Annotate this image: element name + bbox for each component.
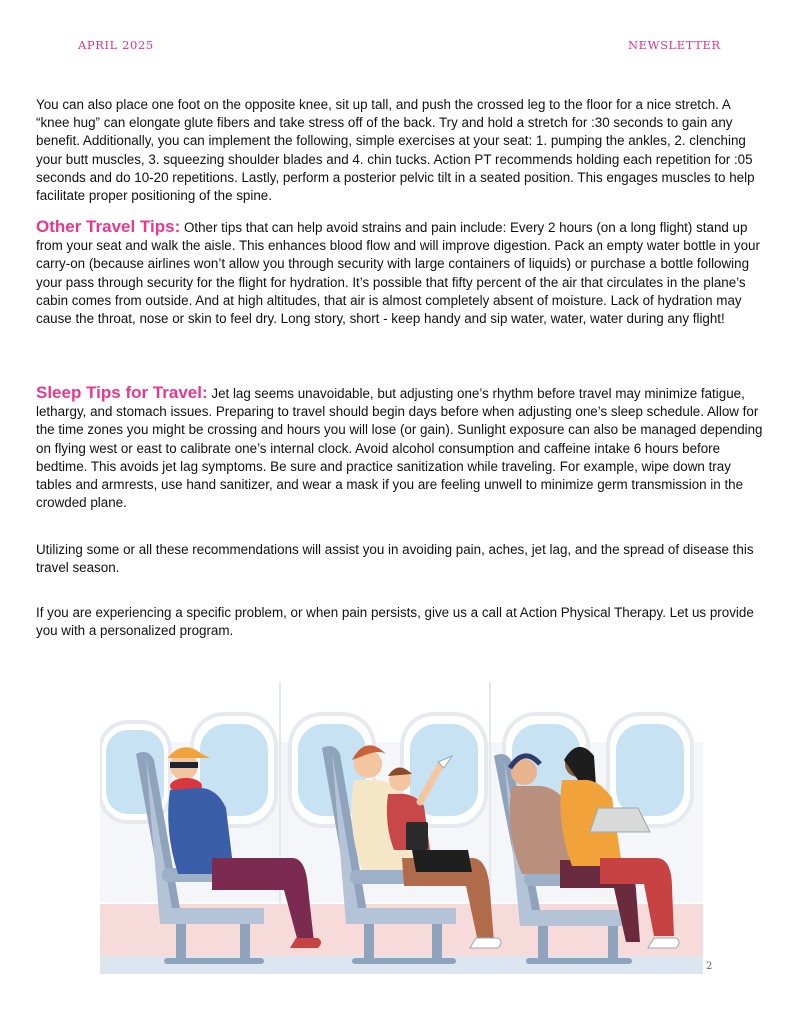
paragraph-summary: Utilizing some or all these recommendations will assist you in avoiding pain, aches, jet lag, and the spread of disease this travel season. <box>36 542 754 576</box>
page-number: 2 <box>706 961 713 972</box>
header-newsletter: NEWSLETTER <box>628 38 721 52</box>
paragraph-other-travel-tips <box>36 218 764 328</box>
header-date: APRIL 2025 <box>78 38 154 52</box>
paragraph-call-to-action: If you are experiencing a specific problem, or when pain persists, give us a call at Action Physical Therapy. Let us provide you with a personalized program. <box>36 605 754 639</box>
text-sleep-tips: Jet lag seems unavoidable, but adjusting one’s rhythm before travel may minimize fatigue, lethargy, and stomach issues. Preparing to travel should begin days before when adjusting one’s sleep schedule. Allow for the time zones you might be crossing and hours you will lose (or gain). Sunlight exposure can also be managed depending on flying west or east to calibrate one’s internal clock. Avoid alcohol consumption and caffeine intake 6 hours before bedtime. This avoids jet lag symptoms. Be sure and practice sanitization while traveling. For example, wipe down tray tables and armrests, use hand sanitizer, and wear a mask if you are feeling unwell to minimize germ transmission in the crowded plane. <box>36 386 763 511</box>
heading-other-travel-tips: Other Travel Tips: <box>36 217 181 236</box>
airplane-passengers-illustration <box>100 682 703 974</box>
heading-sleep-tips: Sleep Tips for Travel: <box>36 383 208 402</box>
text-other-travel-tips: Other tips that can help avoid strains and pain include: Every 2 hours (on a long flight) stand up from your seat and walk the aisle. This enhances blood flow and will improve digestion. Pack an empty water bottle in your carry-on (because airlines won’t allow you through security with large containers of liquids) or purchase a bottle following your pass through security for the flight for hydration. It’s possible that fifty percent of the air that circulates in the plane’s cabin comes from outside. And at high altitudes, that air is almost completely absent of moisture. Lack of hydration may cause the throat, nose or skin to feel dry. Long story, short - keep handy and sip water, water, water during any flight! <box>36 220 760 327</box>
paragraph-sleep-tips <box>36 384 764 512</box>
paragraph-stretches: You can also place one foot on the opposite knee, sit up tall, and push the crossed leg to the floor for a nice stretch. A “knee hug” can elongate glute fibers and take stress off of the back. Try and hold a stretch for :30 seconds to gain any benefit. Additionally, you can implement the following, simple exercises at your seat: 1. pumping the ankles, 2. clenching your butt muscles, 3. squeezing shoulder blades and 4. chin tucks. Action PT recommends holding each repetition for :05 seconds and do 10-20 repetitions. Lastly, perform a posterior pelvic tilt in a seated position. This engages muscles to help facilitate proper positioning of the spine. <box>36 97 755 204</box>
